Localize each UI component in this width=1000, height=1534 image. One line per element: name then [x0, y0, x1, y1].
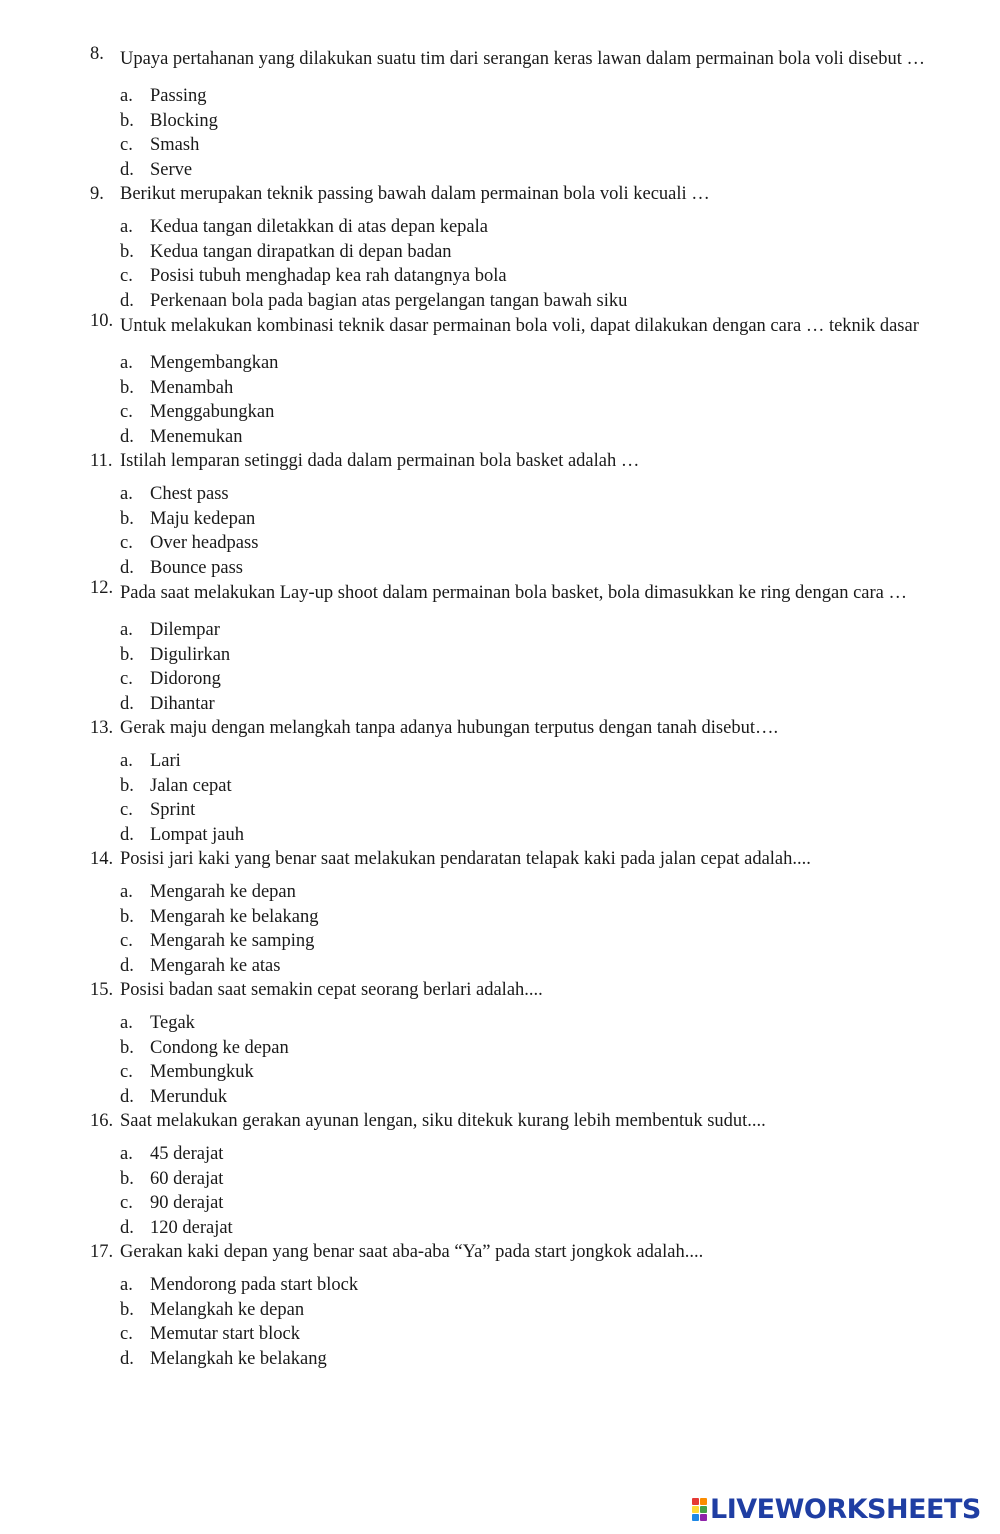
question-text: Gerak maju dengan melangkah tanpa adanya hubungan terputus dengan tanah disebut…. — [120, 718, 779, 738]
option-item — [0, 798, 1000, 823]
option-letter: b. — [120, 775, 134, 796]
logo-text: LIVEWORKSHEETS — [710, 1493, 981, 1525]
option-letter: b. — [120, 1299, 134, 1320]
option-letter: a. — [120, 353, 133, 373]
question-number: 8. — [90, 44, 104, 64]
option-text: Mendorong pada start block — [150, 1275, 359, 1295]
option-item — [0, 240, 1000, 265]
question-text: Upaya pertahanan yang dilakukan suatu tim dari serangan keras lawan dalam permainan bola voli disebut … — [120, 49, 925, 69]
option-item — [0, 351, 1000, 376]
question-11 — [0, 449, 954, 474]
option-text: 45 derajat — [150, 1144, 224, 1164]
worksheet-page — [0, 46, 1000, 1371]
option-item — [0, 425, 1000, 450]
question-number: 11. — [90, 451, 113, 471]
option-letter: b. — [120, 1168, 134, 1189]
option-text: Posisi tubuh menghadap kea rah datangnya bola — [150, 266, 507, 286]
option-letter: d. — [120, 693, 134, 714]
option-text: Didorong — [150, 669, 221, 689]
option-letter: d. — [120, 290, 134, 311]
options-list-17 — [0, 1273, 1000, 1371]
option-letter: a. — [120, 751, 133, 771]
option-text: Dihantar — [150, 693, 215, 714]
question-number: 14. — [90, 849, 114, 869]
option-item — [0, 1142, 1000, 1167]
option-item — [0, 1036, 1000, 1061]
option-letter: a. — [120, 1144, 133, 1164]
question-text: Pada saat melakukan Lay-up shoot dalam permainan bola basket, bola dimasukkan ke ring dengan cara … — [120, 583, 908, 603]
option-item — [0, 400, 1000, 425]
option-item — [0, 692, 1000, 717]
logo-square — [692, 1506, 699, 1513]
option-item — [0, 880, 1000, 905]
option-text: Passing — [150, 86, 207, 106]
option-letter: c. — [120, 669, 133, 689]
option-text: Perkenaan bola pada bagian atas pergelangan tangan bawah siku — [150, 290, 628, 311]
option-item — [0, 109, 1000, 134]
option-text: Condong ke depan — [150, 1037, 289, 1058]
question-text: Untuk melakukan kombinasi teknik dasar permainan bola voli, dapat dilakukan dengan cara … teknik dasar — [120, 316, 919, 336]
question-10 — [0, 309, 954, 343]
option-item — [0, 929, 1000, 954]
options-list-15 — [0, 1011, 1000, 1109]
option-letter: d. — [120, 955, 134, 976]
option-letter: a. — [120, 217, 133, 237]
option-text: Memutar start block — [150, 1324, 301, 1344]
option-text: Digulirkan — [150, 644, 231, 665]
logo-mark-icon — [692, 1498, 707, 1521]
question-text: Posisi badan saat semakin cepat seorang berlari adalah.... — [120, 980, 543, 1000]
option-letter: c. — [120, 931, 133, 951]
option-text: Merunduk — [150, 1086, 228, 1107]
options-list-14 — [0, 880, 1000, 978]
option-letter: a. — [120, 1013, 133, 1033]
question-17 — [0, 1240, 954, 1265]
option-letter: d. — [120, 824, 134, 845]
option-letter: d. — [120, 557, 134, 578]
option-item — [0, 1216, 1000, 1241]
option-letter: b. — [120, 508, 134, 529]
option-letter: a. — [120, 1275, 133, 1295]
option-text: 120 derajat — [150, 1217, 233, 1238]
option-item — [0, 84, 1000, 109]
option-letter: d. — [120, 1217, 134, 1238]
option-text: Blocking — [150, 110, 218, 131]
option-text: Dilempar — [150, 620, 220, 640]
option-item — [0, 905, 1000, 930]
logo-square — [692, 1498, 699, 1505]
option-letter: d. — [120, 1348, 134, 1369]
liveworksheets-logo[interactable] — [692, 1493, 981, 1525]
option-text: Melangkah ke depan — [150, 1299, 305, 1320]
options-list-12 — [0, 618, 1000, 716]
options-list-9 — [0, 215, 1000, 313]
option-letter: c. — [120, 1324, 133, 1344]
options-list-16 — [0, 1142, 1000, 1240]
option-text: Maju kedepan — [150, 508, 256, 529]
option-item — [0, 1347, 1000, 1372]
question-text: Saat melakukan gerakan ayunan lengan, siku ditekuk kurang lebih membentuk sudut.... — [120, 1111, 766, 1131]
option-item — [0, 1011, 1000, 1036]
question-number: 13. — [90, 718, 114, 738]
option-text: Lari — [150, 751, 181, 771]
option-text: Jalan cepat — [150, 775, 232, 796]
question-text: Posisi jari kaki yang benar saat melakukan pendaratan telapak kaki pada jalan cepat adalah.... — [120, 849, 811, 869]
option-letter: c. — [120, 533, 133, 553]
question-number: 10. — [90, 311, 114, 331]
logo-square — [700, 1506, 707, 1513]
option-item — [0, 1085, 1000, 1110]
option-letter: b. — [120, 377, 134, 398]
question-number: 16. — [90, 1111, 114, 1131]
question-text: Gerakan kaki depan yang benar saat aba-aba “Ya” pada start jongkok adalah.... — [120, 1242, 704, 1262]
option-letter: c. — [120, 135, 133, 155]
option-letter: c. — [120, 1062, 133, 1082]
option-item — [0, 1273, 1000, 1298]
option-item — [0, 482, 1000, 507]
option-item — [0, 774, 1000, 799]
option-text: 90 derajat — [150, 1193, 224, 1213]
option-text: Kedua tangan dirapatkan di depan badan — [150, 241, 452, 262]
option-text: Membungkuk — [150, 1062, 254, 1082]
options-list-10 — [0, 351, 1000, 449]
option-letter: c. — [120, 800, 133, 820]
question-15 — [0, 978, 954, 1003]
options-list-13 — [0, 749, 1000, 847]
option-item — [0, 1167, 1000, 1192]
option-item — [0, 376, 1000, 401]
question-number: 12. — [90, 578, 114, 598]
question-9 — [0, 182, 954, 207]
option-letter: d. — [120, 426, 134, 447]
logo-square — [692, 1514, 699, 1521]
option-item — [0, 215, 1000, 240]
option-item — [0, 1322, 1000, 1347]
option-text: Melangkah ke belakang — [150, 1348, 327, 1369]
option-item — [0, 133, 1000, 158]
option-letter: a. — [120, 86, 133, 106]
option-item — [0, 618, 1000, 643]
option-text: Sprint — [150, 800, 196, 820]
option-item — [0, 1060, 1000, 1085]
logo-square — [700, 1498, 707, 1505]
option-item — [0, 643, 1000, 668]
option-letter: b. — [120, 906, 134, 927]
option-letter: b. — [120, 644, 134, 665]
option-text: Menambah — [150, 377, 234, 398]
option-letter: a. — [120, 620, 133, 640]
option-letter: b. — [120, 1037, 134, 1058]
option-text: Kedua tangan diletakkan di atas depan kepala — [150, 217, 488, 237]
logo-square — [700, 1514, 707, 1521]
option-text: Bounce pass — [150, 557, 243, 578]
option-text: Mengarah ke depan — [150, 882, 296, 902]
question-text: Istilah lemparan setinggi dada dalam permainan bola basket adalah … — [120, 451, 640, 471]
question-8 — [0, 42, 954, 76]
option-letter: b. — [120, 110, 134, 131]
option-text: 60 derajat — [150, 1168, 224, 1189]
option-text: Lompat jauh — [150, 824, 245, 845]
question-number: 17. — [90, 1242, 114, 1262]
option-letter: d. — [120, 159, 134, 180]
option-item — [0, 954, 1000, 979]
question-text: Berikut merupakan teknik passing bawah dalam permainan bola voli kecuali … — [120, 184, 710, 204]
question-16 — [0, 1109, 954, 1134]
option-item — [0, 1191, 1000, 1216]
option-letter: a. — [120, 882, 133, 902]
options-list-11 — [0, 482, 1000, 580]
option-item — [0, 1298, 1000, 1323]
option-text: Menemukan — [150, 426, 243, 447]
option-text: Mengarah ke atas — [150, 955, 281, 976]
option-text: Over headpass — [150, 533, 259, 553]
option-item — [0, 158, 1000, 183]
question-number: 15. — [90, 980, 114, 1000]
options-list-8 — [0, 84, 1000, 182]
option-letter: c. — [120, 402, 133, 422]
option-text: Mengembangkan — [150, 353, 279, 373]
question-12 — [0, 576, 954, 610]
question-14 — [0, 847, 954, 872]
option-item — [0, 823, 1000, 848]
option-item — [0, 749, 1000, 774]
option-item — [0, 531, 1000, 556]
option-item — [0, 667, 1000, 692]
option-letter: c. — [120, 1193, 133, 1213]
question-13 — [0, 716, 954, 741]
option-letter: c. — [120, 266, 133, 286]
option-letter: d. — [120, 1086, 134, 1107]
option-text: Smash — [150, 135, 200, 155]
option-text: Menggabungkan — [150, 402, 275, 422]
option-text: Tegak — [150, 1013, 195, 1033]
option-item — [0, 264, 1000, 289]
option-letter: b. — [120, 241, 134, 262]
option-text: Chest pass — [150, 484, 229, 504]
option-text: Serve — [150, 159, 193, 180]
option-text: Mengarah ke belakang — [150, 906, 319, 927]
option-letter: a. — [120, 484, 133, 504]
option-text: Mengarah ke samping — [150, 931, 315, 951]
question-number: 9. — [90, 184, 104, 204]
option-item — [0, 507, 1000, 532]
